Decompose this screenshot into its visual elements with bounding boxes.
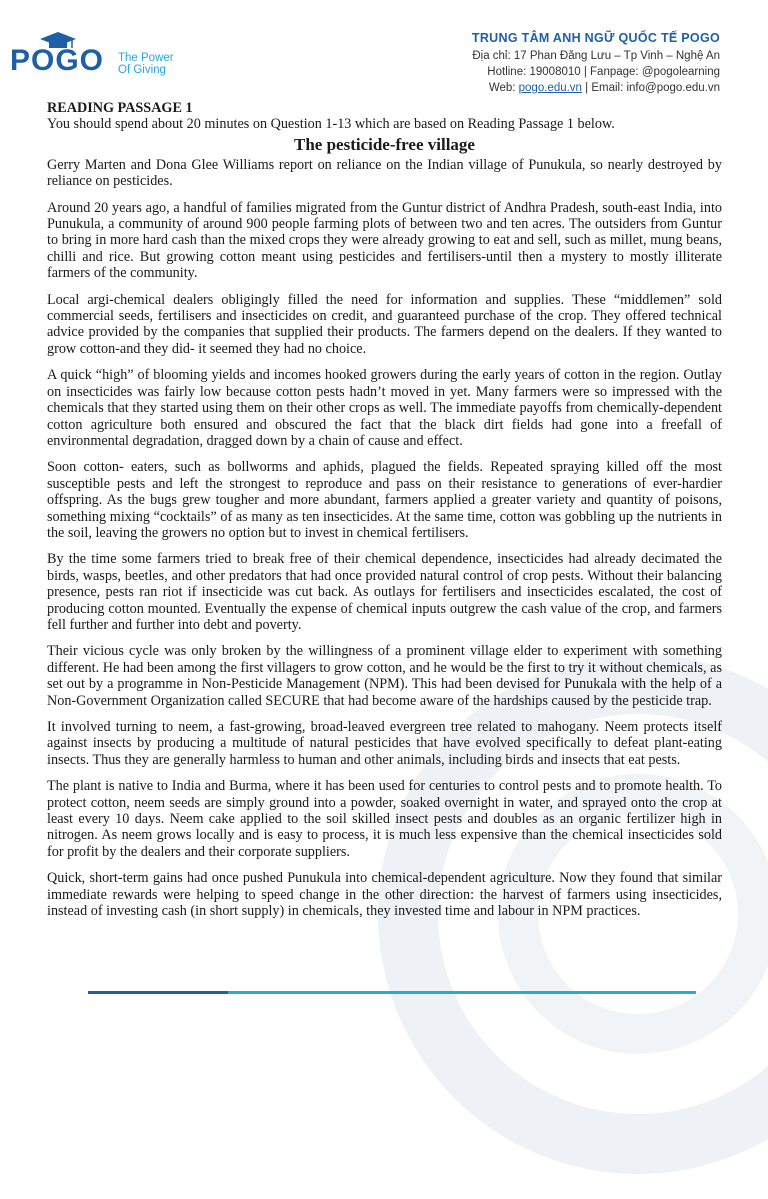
paragraph: Local argi-chemical dealers obligingly filled the need for information and supplies. These “middlemen” sold commercial seeds, fertilisers and insecticides on credit, and guaranteed purchase of the crop. They offered technical advice provided by the companies that supplied their products. The farmers depend on the dealers. If they wanted to grow cotton-and they did- it seemed they had no choice. <box>47 291 722 357</box>
footer-divider <box>88 991 696 994</box>
paragraph: Around 20 years ago, a handful of families migrated from the Guntur district of Andhra Pradesh, south-east India, into Punukula, a community of around 900 people farming plots of between two and ten acres. The outsiders from Guntur to bring in more hard cash than the mixed crops they were already growing to eat and sell, such as millet, mung beans, chilli and rice. But growing cotton meant using pesticides and fertilisers-until then a mystery to mostly illiterate farmers of the community. <box>47 199 722 282</box>
web-label: Web: <box>488 82 519 94</box>
logo-tagline <box>118 52 174 76</box>
tagline-line2: Of Giving <box>118 64 166 76</box>
paragraph: It involved turning to neem, a fast-growing, broad-leaved evergreen tree related to mahogany. Neem protects itself against insects by producing a multitude of natural pesticides that have evolved specifically to defeat plant-eating insects. Thus they are generally harmless to human and other animals, including birds and insects that eat pests. <box>47 719 722 768</box>
page-header <box>0 30 768 100</box>
contact-block <box>472 30 720 96</box>
passage-content <box>47 100 722 929</box>
paragraph: A quick “high” of blooming yields and incomes hooked growers during the early years of cotton in the region. Outlay on insecticides was fairly low because cotton pests hadn’t moved in yet. Many farmers were so impressed with the chemicals that they started using them on their other crops as well. The immediate payoffs from chemically-dependent cotton agriculture both ensured and obscured the fact that the black dirt fields had gone into a freefall of environmental degradation, dragged down by a chain of cause and effect. <box>47 367 722 449</box>
paragraph: Quick, short-term gains had once pushed Punukula into chemical-dependent agriculture. Now they found that similar immediate rewards were helping to speed change in the other direction: the harvest of farmers using insecticides, instead of investing cash (in short supply) in chemicals, they invested time and labour in NPM practices. <box>47 870 722 920</box>
web-link[interactable]: pogo.edu.vn <box>518 82 582 94</box>
paragraph: Their vicious cycle was only broken by the willingness of a prominent village elder to experiment with something different. He had been among the first villagers to grow cotton, and he would be the first to try it without chemicals, as set out by a programme in Non-Pesticide Management (NPM). This had been devised for Punukala with the help of a Non-Government Organization called SECURE that had become aware of the hardships caused by the pesticide trap. <box>47 643 722 709</box>
tagline-line1: The Power <box>118 52 174 64</box>
email: | Email: info@pogo.edu.vn <box>581 82 720 94</box>
passage-label: READING PASSAGE 1 <box>47 100 193 116</box>
paragraph: By the time some farmers tried to break free of their chemical dependence, insecticides had already decimated the birds, wasps, beetles, and other predators that had once provided natural control of crop pests. Without their balancing presence, pests ran riot if insecticide was cut back. As outlays for fertilisers and insecticides escalated, the cost of producing cotton mounted. Eventually the expense of chemical inputs outgrew the cash value of the crop, and farmers fell further and further into debt and poverty. <box>47 551 722 633</box>
address: Địa chỉ: 17 Phan Đăng Lưu – Tp Vinh – Nghệ An <box>472 50 720 62</box>
paragraph: The plant is native to India and Burma, where it has been used for centuries to control pests and to promote health. To protect cotton, neem seeds are simply ground into a powder, soaked overnight in water, and sprayed onto the crop at least every 10 days. Neem cake applied to the soil skilled insect pests and doubles as an organic fertilizer high in nitrogen. As neem grows locally and is easy to process, it is much less expensive than the chemical insecticides sold for profit by the dealers and their corporate suppliers. <box>47 778 722 860</box>
org-name: TRUNG TÂM ANH NGỮ QUỐC TẾ POGO <box>471 31 720 45</box>
paragraph: Soon cotton- eaters, such as bollworms and aphids, plagued the fields. Repeated spraying killed off the most susceptible pests and left the strongest to reproduce and pass on their resistance to generations of ever-hardier offspring. As the bugs grew tougher and more abundant, farmers applied a greater variety and quantity of poisons, something mixing “cocktails” of as many as ten insecticides. At the same time, cotton was gobbling up the nutrients in the soil, leaving the growers no option but to invest in chemical fertilisers. <box>47 459 722 541</box>
pogo-logo <box>10 32 190 78</box>
logo-wordmark: POGO <box>10 44 105 77</box>
paragraph: Gerry Marten and Dona Glee Williams report on reliance on the Indian village of Punukula, so nearly destroyed by reliance on pesticides. <box>47 156 722 190</box>
passage-instruction: You should spend about 20 minutes on Question 1-13 which are based on Reading Passage 1 below. <box>47 116 615 133</box>
web-email <box>472 80 720 96</box>
hotline-fanpage: Hotline: 19008010 | Fanpage: @pogolearning <box>487 66 720 78</box>
passage-title: The pesticide-free village <box>294 134 475 154</box>
